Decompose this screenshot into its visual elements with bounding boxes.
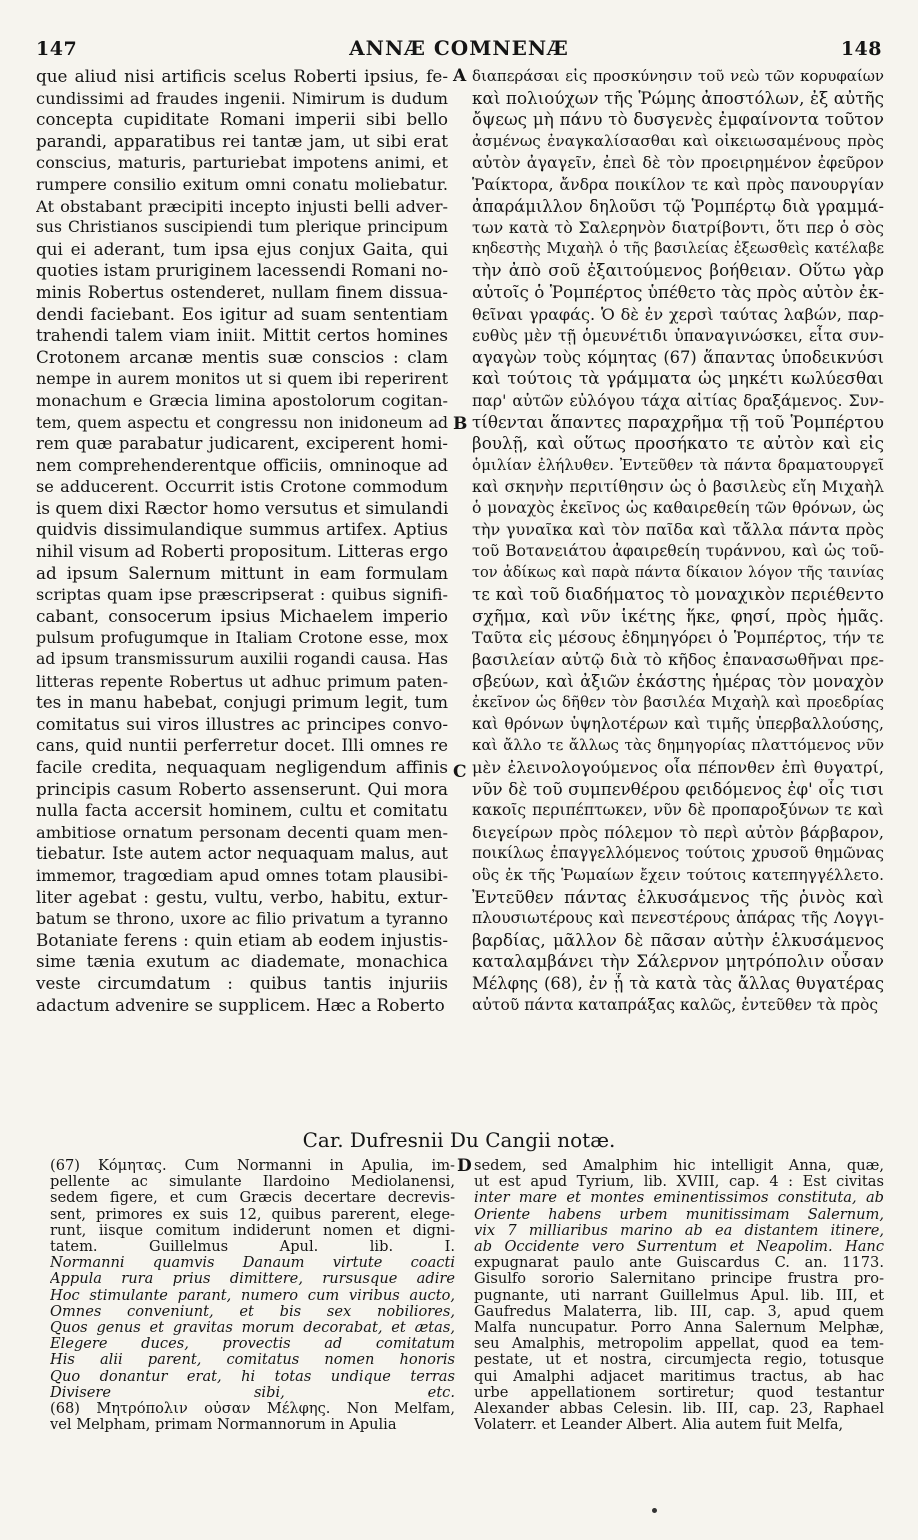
latin-line: facile credita, nequaquam negligendum affinis <box>36 757 448 777</box>
note-line: Oriente habens urbem munitissimam Salernum, <box>474 1206 884 1223</box>
greek-line: παρ' αὐτῶν εὐλόγου τάχα αἰτίας δραξάμενος. Συν- <box>472 390 884 410</box>
greek-line: βαρδίας, μᾶλλον δὲ πᾶσαν αὐτὴν ἑλκυσάμενος <box>472 929 884 950</box>
note-line: ab Occidente vero Surrentum et Neapolim. Hanc <box>474 1239 884 1256</box>
greek-line: μὲν ἐλεινολογούμενος οἷα πέπονθεν ἐπὶ θυγατρί, <box>472 758 884 777</box>
greek-line: τὴν γυναῖκα καὶ τὸν παῖδα καὶ τἄλλα πάντα πρὸς <box>472 520 884 540</box>
greek-line: Ῥαίκτορα, ἄνδρα ποικίλον τε καὶ πρὸς πανουργίαν <box>472 174 884 194</box>
greek-line: αγαγὼν τοὺς κόμητας (67) ἅπαντας ὑποδεικνύσι <box>472 347 884 367</box>
latin-line: rem quæ parabatur judicarent, exciperent homi- <box>36 434 448 454</box>
greek-line: αὐτοῦ πάντα καταπράξας καλῶς, ἐντεῦθεν τὰ πρὸς <box>472 995 879 1014</box>
greek-line: καὶ σκηνὴν περιτίθησιν ὡς ὁ βασιλεὺς εἴη Μιχαὴλ <box>472 477 884 497</box>
note-line: Gisulfo sororio Salernitano principe frustra pro- <box>474 1271 884 1288</box>
running-head: ANNÆ COMNENÆ <box>349 36 569 60</box>
greek-line: αὐτοῖς ὁ Ῥομπέρτος ὑπέθετο τὰς πρὸς αὐτὸν ἐκ- <box>472 281 884 302</box>
page-number-right: 148 <box>840 38 882 60</box>
notes-right-column <box>474 1158 884 1433</box>
note-line: sedem figere, et cum Græcis decertare decrevis- <box>50 1190 455 1207</box>
greek-text-column <box>472 66 884 1016</box>
greek-line: καὶ πολιούχων τῆς Ῥώμης ἀποστόλων, ἐξ αὐτῆς <box>472 87 884 108</box>
note-line: Appula rura prius dimittere, rursusque adire <box>50 1271 455 1288</box>
latin-line: ad ipsum transmissurum auxilii rogandi causa. Has <box>36 650 448 669</box>
greek-line: σχῆμα, καὶ νῦν ἱκέτης ἥκε, φησί, πρὸς ἡμᾶς. <box>472 605 884 626</box>
latin-line: rumpere consilio exitum omni conatu moliebatur. <box>36 174 448 194</box>
greek-line: καὶ θρόνων ὑψηλοτέρων καὶ τιμῆς ὑπερβαλλούσης, <box>472 714 884 733</box>
notes-title: Car. Dufresnii Du Cangii notæ. <box>302 1128 616 1152</box>
greek-line: τοῦ Βοτανειάτου ἀφαιρεθείη τυράννου, καὶ ὡς τοῦ- <box>472 542 884 561</box>
page-header <box>0 0 918 60</box>
note-line: expugnarat paulo ante Guiscardus C. an. 1173. <box>474 1255 884 1272</box>
note-line: Divisere sibi, etc. <box>50 1384 455 1401</box>
greek-line: ὁ μοναχὸς ἐκεῖνος ὡς καθαιρεθείη τῶν θρόνων, ὡς <box>472 498 884 517</box>
note-line: Omnes conveniunt, et bis sex nobiliores, <box>50 1303 455 1320</box>
greek-line: τε καὶ τοῦ διαδήματος τὸ μοναχικὸν περιέθεντο <box>472 584 884 605</box>
latin-line: qui ei aderant, tum ipsa ejus conjux Gaita, qui <box>36 238 448 259</box>
note-line: ut est apud Tyrium, lib. XVIII, cap. 4 : Est civitas <box>474 1174 884 1191</box>
latin-line: parandi, apparatibus rei tantæ jam, ut sibi erat <box>36 130 448 151</box>
latin-line: que aliud nisi artificis scelus Roberti ipsius, fe- <box>36 66 448 86</box>
note-line: inter mare et montes eminentissimos constituta, ab <box>474 1190 884 1207</box>
greek-line: τὴν ἀπὸ σοῦ ἐξαιτούμενος βοήθειαν. Οὕτω γὰρ <box>472 260 884 281</box>
latin-line: is quem dixi Ræctor homo versutus et simulandi <box>36 497 448 518</box>
greek-line: ὁμιλίαν ἐλήλυθεν. Ἐντεῦθεν τὰ πάντα δραματουργεῖ <box>472 455 884 474</box>
latin-line: pulsum profugumque in Italiam Crotone esse, mox <box>36 628 448 648</box>
latin-line: comitatus sui viros illustres ac principes convo- <box>36 713 448 734</box>
greek-line: βασιλείαν αὐτῷ διὰ τὸ κῆδος ἐπανασωθῆναι πρε- <box>472 650 884 670</box>
latin-line: nempe in aurem monitos ut si quem ibi reperirent <box>36 369 448 389</box>
note-line: qui Amalphi adjacet maritimus tractus, ab hac <box>474 1368 884 1385</box>
greek-line: κακοῖς περιπέπτωκεν, νῦν δὲ προπαροξύνων τε καὶ <box>472 801 884 820</box>
greek-line: αὐτὸν ἀγαγεῖν, ἐπεὶ δὲ τὸν προειρημένον ἐφεῦρον <box>472 153 884 173</box>
note-line: sedem, sed Amalphim hic intelligit Anna, quæ, <box>474 1158 884 1174</box>
latin-line: ambitiose ornatum personam decenti quam men- <box>36 822 448 842</box>
latin-line: trahendi talem viam iniit. Mittit certos homines <box>36 325 448 346</box>
margin-letter-d: D <box>457 1156 472 1176</box>
latin-line: Botaniate ferens : quin etiam ab eodem injustis- <box>36 929 448 950</box>
latin-line: tes in manu habebat, conjugi primum legit, tum <box>36 692 448 713</box>
note-line: runt, iisque comitum indiderunt nomen et digni- <box>50 1222 455 1239</box>
greek-line: ἀπαράμιλλον δηλοῦσι τῷ Ῥομπέρτῳ διὰ γραμμά- <box>472 196 884 216</box>
note-line: Volaterr. et Leander Albert. Alia autem fuit Melfa, <box>474 1417 844 1434</box>
latin-line: tem, quem aspectu et congressu non inidoneum ad <box>36 412 448 432</box>
margin-letter-c: C <box>453 762 467 782</box>
latin-line: se adducerent. Occurrit istis Crotone commodum <box>36 477 448 497</box>
note-line: Quos genus et gravitas morum decorabat, et ætas, <box>50 1320 455 1337</box>
latin-line: Crotonem arcanæ mentis suæ conscios : clam <box>36 346 448 367</box>
greek-line: σβεύων, καὶ ἀξιῶν ἑκάστης ἡμέρας τὸν μοναχὸν <box>472 671 884 691</box>
greek-line: ὄψεως μὴ πάνυ τὸ δυσγενὲς ἐμφαίνοντα τοῦτον <box>472 109 884 130</box>
greek-line: πλουσιωτέρους καὶ πενεστέρους ἀπάρας τῆς Λογγι- <box>472 909 884 928</box>
latin-line: scriptas quam ipse præscripserat : quibus signifi- <box>36 585 448 605</box>
note-line: pugnante, uti narrant Guillelmus Apul. lib. III, et <box>474 1287 884 1304</box>
greek-line: κηδεστὴς Μιχαὴλ ὁ τῆς βασιλείας ἐξεωσθεὶς κατέλαβε <box>472 240 884 257</box>
greek-line: τίθενται ἅπαντες παραχρῆμα τῇ τοῦ Ῥομπέρτου <box>472 411 884 432</box>
latin-line: adactum advenire se supplicem. Hæc a Roberto <box>36 994 445 1015</box>
margin-letter-b: B <box>453 414 468 434</box>
greek-line: Ἐντεῦθεν πάντας ἑλκυσάμενος τῆς ῥινὸς καὶ <box>472 886 884 907</box>
greek-line: ευθὺς μὲν τῇ ὁμευνέτιδι ὑπαναγινώσκει, εἶτα συν- <box>472 326 884 346</box>
latin-line: concepta cupiditate Romani imperii sibi bello <box>36 109 448 130</box>
note-line: tatem. Guillelmus Apul. lib. I. <box>50 1239 455 1256</box>
note-line: Quo donantur erat, hi totas undique terras <box>50 1368 455 1385</box>
margin-letter-a: A <box>453 66 467 86</box>
latin-line: nihil visum ad Roberti propositum. Litteras ergo <box>36 541 448 562</box>
note-line: (67) Κόμητας. Cum Normanni in Apulia, im- <box>50 1158 455 1174</box>
greek-line: ποικίλως ἐπαγγελλόμενος τούτοις χρυσοῦ θημῶνας <box>472 844 884 863</box>
latin-line: nulla facta accersit hominem, cultu et comitatu <box>36 800 448 821</box>
greek-line: των κατὰ τὸ Σαλερηνὸν διατρίβοντι, ὅτι περ ὁ σὸς <box>472 218 884 238</box>
greek-line: Ταῦτα εἰς μέσους ἐδημηγόρει ὁ Ῥομπέρτος, τήν τε <box>472 628 884 648</box>
greek-line: καὶ τούτοις τὰ γράμματα ὡς μηκέτι κωλύεσθαι <box>472 368 884 389</box>
greek-line: νῦν δὲ τοῦ συμπενθέρου φειδόμενος ἐφ' οἷς τισι <box>472 778 884 799</box>
note-line: His alii parent, comitatus nomen honoris <box>50 1352 455 1369</box>
note-line: urbe appellationem sortiretur; quod testantur <box>474 1384 884 1401</box>
note-line: (68) Μητρόπολιν οὖσαν Μέλφης. Non Melfam, <box>50 1401 455 1418</box>
note-line: pestate, ut et nostra, circumjecta regio, totusque <box>474 1352 884 1369</box>
greek-line: ἀσμένως ἐναγκαλίσασθαι καὶ οἰκειωσαμένους πρὸς <box>472 131 884 150</box>
page-number-left: 147 <box>36 38 78 60</box>
notes-left-column <box>50 1158 455 1433</box>
latin-line: monachum e Græcia limina apostolorum cogitan- <box>36 390 448 410</box>
note-line: Hoc stimulante parant, numero cum viribus aucto, <box>50 1287 455 1304</box>
print-speck <box>652 1508 657 1513</box>
latin-line: conscius, maturis, parturiebat impotens animi, et <box>36 153 448 173</box>
note-line: Alexander abbas Celesin. lib. III, cap. 23, Raphael <box>474 1401 884 1418</box>
latin-line: dendi faciebant. Eos igitur ad suam sententiam <box>36 303 448 324</box>
note-line: Elegere duces, provectis ad comitatum <box>50 1336 455 1353</box>
latin-line: sus Christianos suscipiendi tum plerique principum <box>36 218 448 237</box>
latin-line: veste circumdatum : quibus tantis injuriis <box>36 972 448 993</box>
latin-line: ad ipsum Salernum mittunt in eam formulam <box>36 562 448 583</box>
latin-line: At obstabant præcipiti incepto injusti belli adver- <box>36 196 448 216</box>
note-line: Gaufredus Malaterra, lib. III, cap. 3, apud quem <box>474 1303 884 1320</box>
greek-line: διαπεράσαι εἰς προσκύνησιν τοῦ νεὼ τῶν κορυφαίων <box>472 67 884 85</box>
latin-line: cans, quid nuntii perferretur docet. Illi omnes re <box>36 736 448 756</box>
latin-line: cabant, consocerum ipsius Michaelem imperio <box>36 605 448 626</box>
latin-line: tiebatur. Iste autem actor nequaquam malus, aut <box>36 844 448 864</box>
note-line: sent, primores ex suis 12, quibus parerent, elege- <box>50 1206 455 1223</box>
note-line: Normanni quamvis Danaum virtute coacti <box>50 1255 455 1272</box>
latin-line: nem comprehenderentque officiis, omninoque ad <box>36 455 448 475</box>
greek-line: ἐκεῖνον ὡς δῆθεν τὸν βασιλέα Μιχαὴλ καὶ προεδρίας <box>472 693 884 712</box>
latin-line: litteras repente Robertus ut adhuc primum paten- <box>36 671 448 691</box>
greek-line: καὶ ἄλλο τε ἄλλως τὰς δημηγορίας πλαττόμενος νῦν <box>472 736 884 755</box>
greek-line: καταλαμβάνει τὴν Σάλερνον μητρόπολιν οὖσαν <box>472 951 884 972</box>
latin-line: cundissimi ad fraudes ingenii. Nimirum is dudum <box>36 88 448 108</box>
greek-line: Μέλφης (68), ἐν ᾗ τὰ κατὰ τὰς ἄλλας θυγατέρας <box>472 973 884 993</box>
greek-line: θεῖναι γραφάς. Ὁ δὲ ἐν χερσὶ ταύτας λαβών, παρ- <box>472 304 884 324</box>
latin-line: sime tænia exutum ac diademate, monachica <box>36 951 448 972</box>
note-line: vix 7 milliaribus marino ab ea distantem itinere, <box>474 1222 884 1239</box>
latin-line: quidvis dissimulandique summus artifex. Aptius <box>36 519 448 540</box>
greek-line: οὓς ἐκ τῆς Ῥωμαίων ἔχειν τούτοις κατεπηγγέλλετο. <box>472 865 884 884</box>
greek-line: βουλῇ, καὶ οὕτως προσήκατο τε αὐτὸν καὶ εἰς <box>472 433 884 454</box>
latin-text-column <box>36 66 448 1016</box>
note-line: seu Amalphis, metropolim appellat, quod ea tem- <box>474 1336 884 1353</box>
note-line: Malfa nuncupatur. Porro Anna Salernum Melphæ, <box>474 1320 884 1337</box>
note-line: vel Melpham, primam Normannorum in Apulia <box>50 1417 397 1434</box>
latin-line: batum se throno, uxore ac filio privatum a tyranno <box>36 909 448 929</box>
greek-line: τον ἀδίκως καὶ παρὰ πάντα δίκαιον λόγον τῆς ταινίας <box>472 564 884 581</box>
latin-line: liter agebat : gestu, vultu, verbo, habitu, extur- <box>36 886 448 907</box>
latin-line: principis casum Roberto assenserunt. Qui mora <box>36 778 448 799</box>
greek-line: διεγείρων πρὸς πόλεμον τὸ περὶ αὐτὸν βάρβαρον, <box>472 822 884 842</box>
latin-line: minis Robertus ostenderet, nullam finem dissua- <box>36 282 448 302</box>
latin-line: quoties istam pruriginem lacessendi Romani no- <box>36 260 448 281</box>
note-line: pellente ac simulante Ilardoino Mediolanensi, <box>50 1174 455 1191</box>
latin-line: immemor, tragœdiam apud omnes totam plausibi- <box>36 865 448 885</box>
